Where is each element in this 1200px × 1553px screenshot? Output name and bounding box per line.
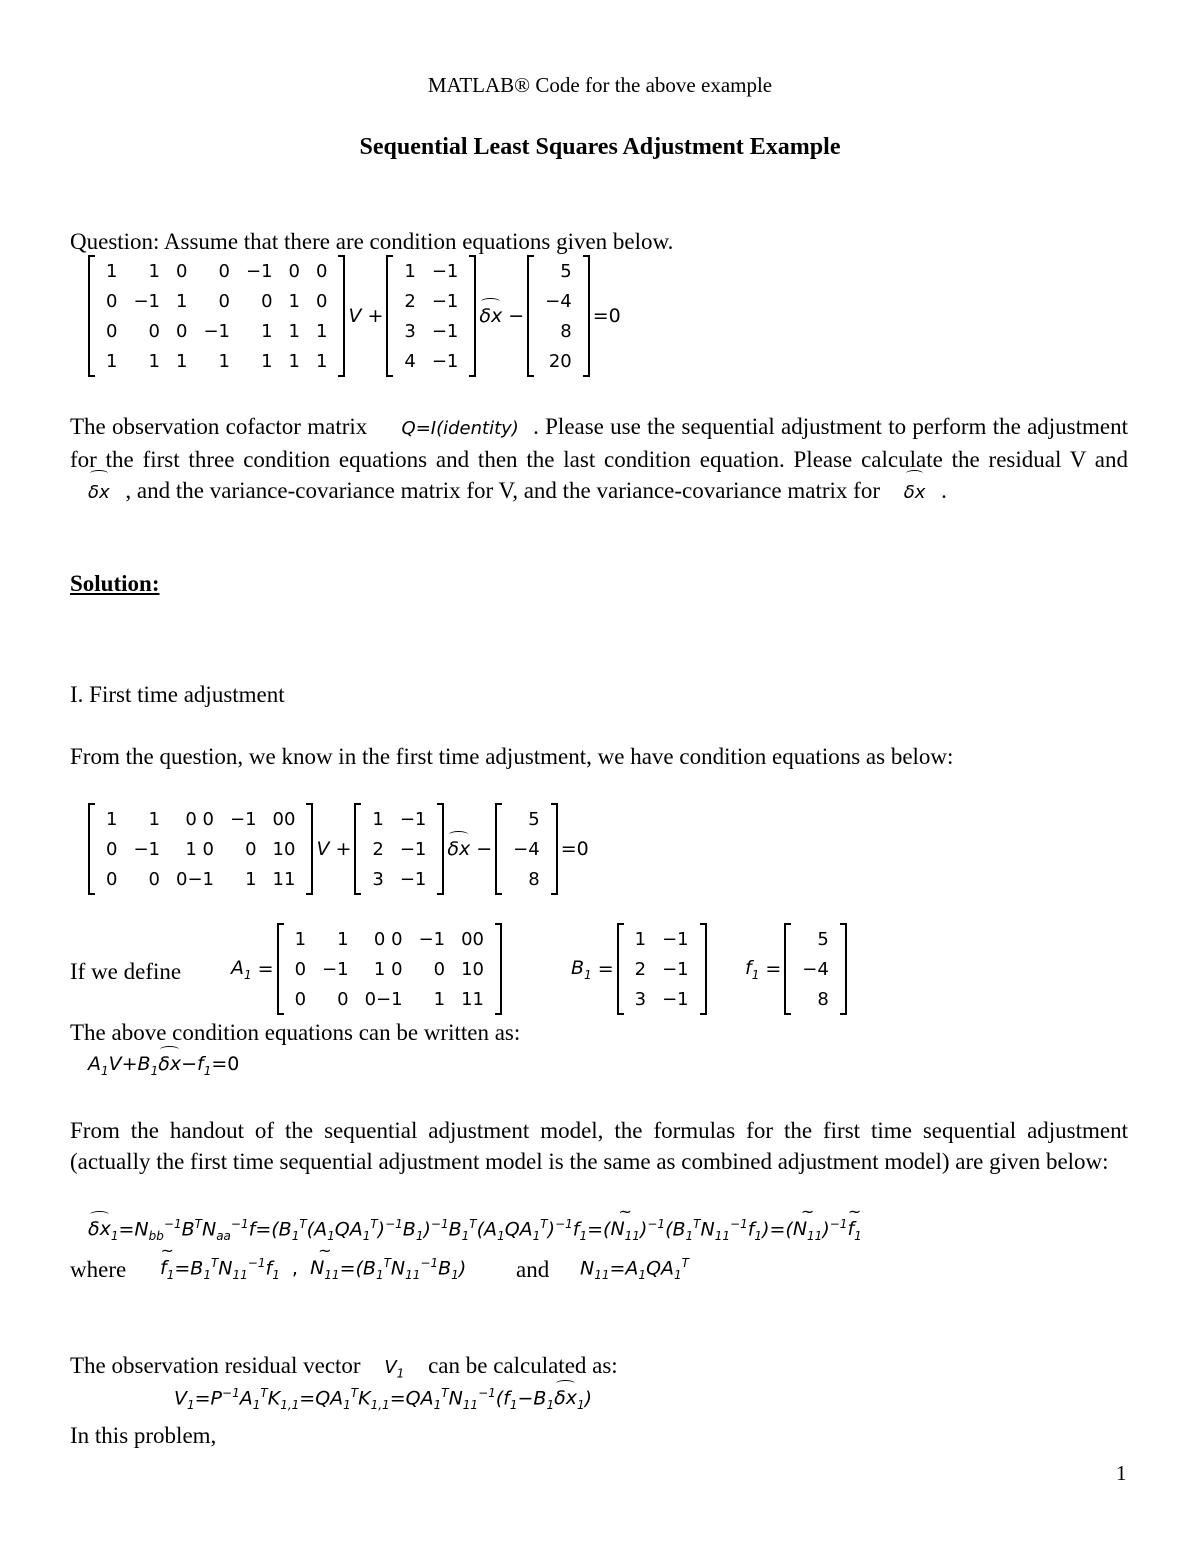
matrix-row xyxy=(98,804,303,834)
matrix-cell: 1 xyxy=(106,350,118,372)
matrix-cell: 1 xyxy=(288,320,300,342)
written-as-text: The above condition equations can be written as: xyxy=(70,1020,521,1045)
matrix-cell: −1 xyxy=(399,808,427,830)
matrix-cell: 1 xyxy=(148,350,160,372)
matrix-row xyxy=(98,834,303,864)
section-heading: I. First time adjustment xyxy=(70,682,285,707)
matrix-row xyxy=(287,924,492,954)
matrix-cell: 0 0 xyxy=(373,928,403,950)
matrix-cell: 1 xyxy=(288,290,300,312)
matrix-cell: 1 xyxy=(261,350,273,372)
matrix-cell: 1 xyxy=(106,808,118,830)
matrix-cell: 0 xyxy=(148,320,160,342)
matrix-cell: 1 xyxy=(316,320,328,342)
matrix-cell: −1 xyxy=(431,290,459,312)
handout-paragraph: From the handout of the sequential adjustment model, the formulas for the first time sequential adjustment (actually the first time sequential adjustment model is the same as combined adjustment model) are given below: xyxy=(70,1118,1128,1174)
section-intro: From the question, we know in the first time adjustment, we have condition equations as below: xyxy=(70,744,954,769)
matrix-cell: −1 xyxy=(662,928,689,950)
def-a1: $A_1$ = 1 1 0 0 −1 00 0 −1 1 0 0 10 0 0 0−1 1 11 xyxy=(228,924,502,1014)
matrix-cell: 11 xyxy=(461,988,485,1010)
matrix-cell: 10 xyxy=(272,838,296,860)
matrix-cell: 3 xyxy=(634,988,647,1010)
matrix-cell: −1 xyxy=(431,350,459,372)
f1-tilde-formula: ~ $f_1=B_1^TN_{11}^{-1}f_1$ , ~ $N_{11}=(B_1^TN_{11}^{-1}B_1)$ xyxy=(160,1256,466,1282)
and-label: and xyxy=(516,1257,550,1282)
matrix-row xyxy=(794,924,837,954)
matrix-cell: 10 xyxy=(461,958,485,980)
matrix-cell: 1 xyxy=(404,260,416,282)
matrix-a1 xyxy=(88,804,313,894)
def-b1: $B_1$ = 1 −1 2 −1 3 −1 xyxy=(568,924,707,1014)
matrix-cell: 1 xyxy=(288,350,300,372)
matrix-cell: 0 xyxy=(176,320,188,342)
matrix-cell: 0 xyxy=(337,988,349,1010)
matrix-cell: −1 xyxy=(399,838,427,860)
matrix-cell: 0 xyxy=(316,260,328,282)
matrix-cell: −1 xyxy=(230,808,257,830)
matrix-cell: −1 xyxy=(322,958,349,980)
matrix-row xyxy=(537,316,580,346)
matrix-row xyxy=(627,984,697,1014)
matrix-row xyxy=(627,954,697,984)
matrix-row xyxy=(505,864,548,894)
page-title: Sequential Least Squares Adjustment Example xyxy=(359,134,841,160)
def-f1: $f_1$ = 5 −4 8 xyxy=(742,924,847,1014)
compact-equation: $A_1V+B_1\delta x-f_1=0$ xyxy=(88,1053,240,1078)
matrix-cell: 0 xyxy=(106,868,118,890)
matrix-cell: 0 xyxy=(148,868,160,890)
in-this-problem: In this problem, xyxy=(70,1423,217,1448)
matrix-row xyxy=(364,804,434,834)
matrix-cell: 11 xyxy=(272,868,296,890)
question-paragraph: The observation cofactor matrix Q=I(identity) . Please use the sequential adjustment to perform the adjustment for the first three condition equations and then the last condition equation. Please calculate the residual V and δx , and the variance-covariance matrix for V, and the variance-covariance matrix for δx . xyxy=(70,411,1128,508)
matrix-cell: −4 xyxy=(545,290,572,312)
matrix-cell: 1 xyxy=(218,350,230,372)
matrix-cell: −1 xyxy=(662,988,689,1010)
matrix-cell: 0 xyxy=(245,838,257,860)
matrix-cell: 1 xyxy=(176,350,188,372)
matrix-cell: 1 0 xyxy=(185,838,214,860)
matrix-cell: 0 xyxy=(218,290,230,312)
matrix-cell: 00 xyxy=(461,928,485,950)
question-intro: Question: Assume that there are condition equations given below. xyxy=(70,229,674,254)
matrix-cell: −1 xyxy=(246,260,273,282)
matrix-cell: 0 xyxy=(106,320,118,342)
matrix-cell: 0 xyxy=(294,988,307,1010)
matrix-row xyxy=(98,286,335,316)
matrix-row xyxy=(537,286,580,316)
matrix-cell: 5 xyxy=(528,808,540,830)
matrix-b1 xyxy=(354,804,444,894)
matrix-cell: 4 xyxy=(404,350,416,372)
matrix-row xyxy=(505,834,548,864)
matrix-cell: 1 xyxy=(245,868,257,890)
matrix-row xyxy=(794,984,837,1014)
matrix-cell: −1 xyxy=(133,290,160,312)
matrix-cell: −1 xyxy=(418,928,446,950)
matrix-cell: 20 xyxy=(548,350,572,372)
matrix-row xyxy=(537,256,580,286)
matrix-cell: 1 xyxy=(337,928,349,950)
matrix-cell: −4 xyxy=(513,838,540,860)
question-equation: 1 1 0 0 −1 0 0 0 −1 1 0 0 1 0 0 0 0 −1 1 1 1 1 1 1 1 1 1 1 V + 1 −1 2 −1 3 −1 4 −1 δx − 5 −4 8 20 =0 xyxy=(88,256,624,376)
matrix-cell: 0−1 xyxy=(176,868,214,890)
matrix-cell: 3 xyxy=(404,320,416,342)
vector-f xyxy=(527,256,590,376)
matrix-a xyxy=(88,256,345,376)
matrix-cell: 1 xyxy=(294,928,307,950)
residual-formula: $V_1=P^{-1}A_1^TK_{1,1}=QA_1^TK_{1,1}=QA_1^TN_{11}^{-1}(f_1-B_1\delta x_1)$ xyxy=(174,1386,593,1413)
matrix-cell: 1 xyxy=(261,320,273,342)
matrix-row xyxy=(794,954,837,984)
matrix-cell: 3 xyxy=(372,868,384,890)
residual-line: The observation residual vector $V_1$ can be calculated as: xyxy=(70,1353,618,1381)
where-label: where xyxy=(70,1257,127,1282)
matrix-cell: 1 xyxy=(148,808,160,830)
matrix-cell: −1 xyxy=(431,320,459,342)
matrix-cell: −1 xyxy=(662,958,689,980)
matrix-row xyxy=(98,256,335,286)
matrix-b xyxy=(386,256,476,376)
matrix-row xyxy=(505,804,548,834)
matrix-row xyxy=(364,834,434,864)
matrix-cell: 1 xyxy=(106,260,118,282)
n11-formula: $N_{11}=A_1QA_1^T$ xyxy=(580,1256,689,1283)
matrix-row xyxy=(98,346,335,376)
first-equation: 1 1 0 0 −1 00 0 −1 1 0 0 10 0 0 0−1 1 11 V + 1 −1 2 −1 3 −1 δx − 5 −4 8 =0 xyxy=(88,804,592,894)
matrix-cell: 0 xyxy=(106,290,118,312)
matrix-cell: 0 xyxy=(106,838,118,860)
matrix-row xyxy=(396,256,466,286)
matrix-cell: 1 xyxy=(372,808,384,830)
matrix-cell: 0 xyxy=(176,260,188,282)
matrix-cell: 2 xyxy=(372,838,384,860)
matrix-row xyxy=(537,346,580,376)
page-number: 1 xyxy=(1116,1461,1127,1485)
matrix-row xyxy=(287,984,492,1014)
matrix-cell: 1 xyxy=(634,928,647,950)
matrix-cell: 0 xyxy=(218,260,230,282)
header-note: MATLAB® Code for the above example xyxy=(427,73,773,97)
matrix-cell: 5 xyxy=(560,260,572,282)
matrix-cell: 0 xyxy=(294,958,307,980)
matrix-cell: 8 xyxy=(817,988,829,1010)
matrix-cell: 1 xyxy=(433,988,446,1010)
matrix-row xyxy=(364,864,434,894)
matrix-cell: 8 xyxy=(560,320,572,342)
matrix-cell: 0 xyxy=(261,290,273,312)
matrix-cell: 0 0 xyxy=(185,808,214,830)
matrix-cell: −1 xyxy=(203,320,230,342)
matrix-row xyxy=(98,316,335,346)
matrix-cell: 1 0 xyxy=(373,958,403,980)
define-label: If we define xyxy=(70,959,182,984)
matrix-row xyxy=(396,316,466,346)
matrix-cell: 1 xyxy=(176,290,188,312)
vector-f1 xyxy=(495,804,558,894)
matrix-cell: −1 xyxy=(399,868,427,890)
matrix-cell: 00 xyxy=(272,808,296,830)
matrix-row xyxy=(627,924,697,954)
matrix-row xyxy=(396,286,466,316)
delta-x-formula: $\delta x_1=N_{bb}^{-1}B^TN_{aa}^{-1}f=(B_1^T(A_1QA_1^T)^{-1}B_1)^{-1}B_1^T(A_1QA_1^T)^{-1}f_1=(\sim$ $N_{11})^{-1}(B_1^TN_{11}^{-1}f_1)=(\sim$ $N_{11})^{-1}\sim$ $f_1$ xyxy=(88,1217,862,1243)
matrix-cell: 2 xyxy=(634,958,647,980)
matrix-cell: 0−1 xyxy=(364,988,403,1010)
matrix-row xyxy=(287,954,492,984)
matrix-cell: −1 xyxy=(431,260,459,282)
matrix-cell: 0 xyxy=(288,260,300,282)
solution-label: Solution: xyxy=(70,571,160,596)
matrix-cell: 5 xyxy=(817,928,829,950)
matrix-cell: −4 xyxy=(802,958,829,980)
matrix-row xyxy=(396,346,466,376)
matrix-cell: 1 xyxy=(148,260,160,282)
matrix-cell: 1 xyxy=(316,350,328,372)
matrix-cell: 8 xyxy=(528,868,540,890)
matrix-cell: 2 xyxy=(404,290,416,312)
matrix-cell: 0 xyxy=(433,958,446,980)
matrix-row xyxy=(98,864,303,894)
matrix-cell: 0 xyxy=(316,290,328,312)
q-formula: Q=I(identity) xyxy=(401,418,519,439)
matrix-cell: −1 xyxy=(133,838,160,860)
